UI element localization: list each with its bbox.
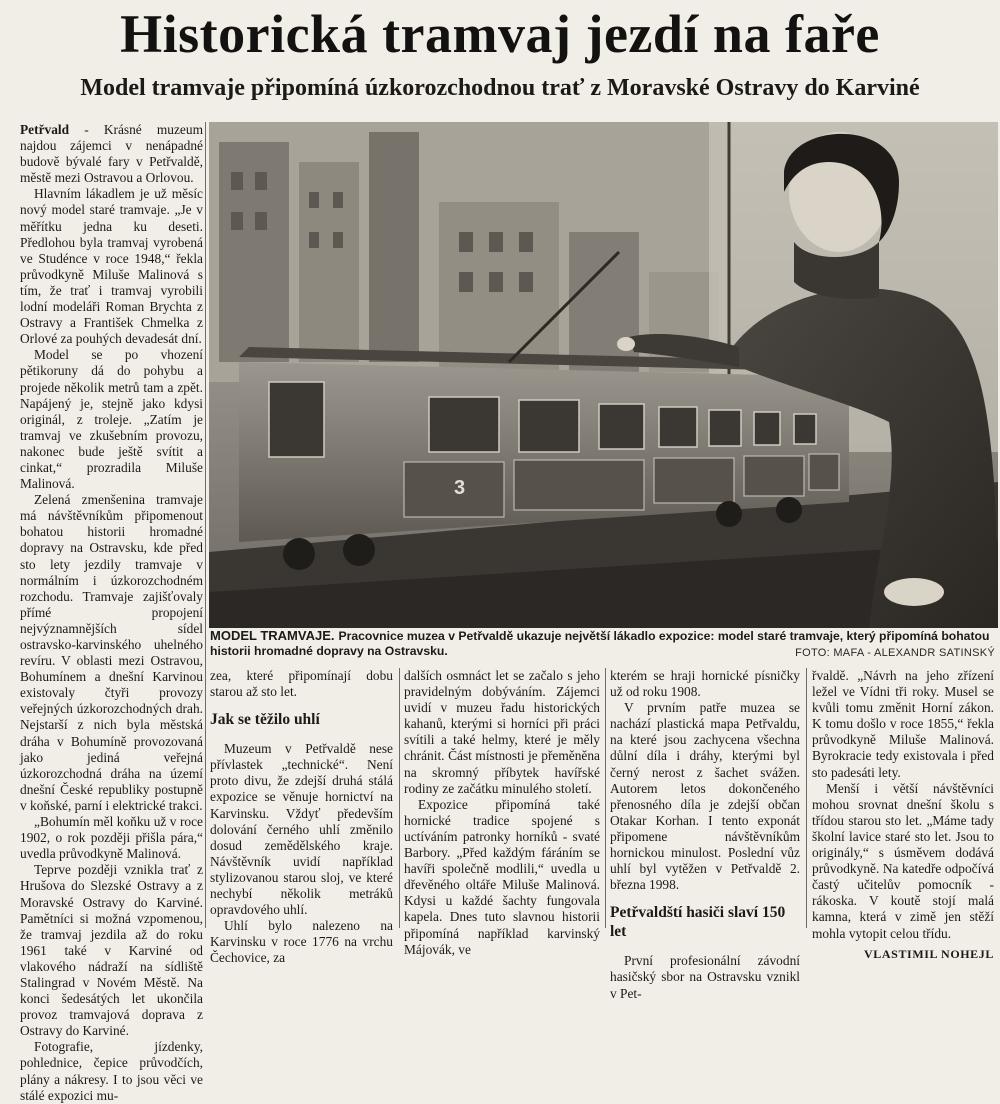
tram-number: 3: [454, 477, 466, 499]
paragraph: Fotografie, jízdenky, pohlednice, čepice průvodčích, plány a nákresy. I to jsou věci ve stálé expozici mu-: [20, 1039, 203, 1103]
headline: Historická tramvaj jezdí na faře: [120, 4, 880, 64]
article-column-3: [404, 668, 600, 957]
section-heading: Petřvaldští hasiči slaví 150 let: [610, 904, 786, 941]
caption-lead: MODEL TRAMVAJE.: [210, 628, 335, 643]
paragraph: Teprve později vznikla trať z Hrušova do Slezské Ostravy a z Moravské Ostravy do Karviné. Pamětníci si možná vzpomenou, že tramvaj jezdila až do roku 1961 také v Karviné od vlakového nádraží na sídliště Stalingrad v Novém Městě. Na konci šedesátých let ukončila provoz tramvajová doprava z Ostravy do Karviné.: [20, 862, 203, 1039]
lead-text: - Krásné muzeum najdou zájemci v nenápadné budově bývalé fary v Petřvaldě, městě mezi Ostravou a Orlovou.: [20, 122, 203, 186]
paragraph: dalších osmnáct let se začalo s jeho pravidelným dobýváním. Zájemci uvidí v muzeu řadu historických kahanů, kterými si horníci při práci svítili a také helmy, které je měly chránit. Část místnosti je přeměněna na skromný příbytek havířské rodiny ze začátku minulého století.: [404, 668, 600, 796]
column-divider: [605, 668, 606, 928]
article-column-4: [610, 668, 800, 1001]
subheadline: Model tramvaje připomíná úzkorozchodnou trať z Moravské Ostravy do Karviné: [80, 75, 920, 101]
article-column-1: [20, 122, 203, 1103]
article-column-5: [812, 668, 994, 961]
paragraph: První profesionální závodní hasičský sbor na Ostravsku vznikl v Pet-: [610, 953, 800, 1001]
lead-paragraph: [20, 122, 203, 186]
photo-credit: FOTO: MAFA - ALEXANDR SATINSKÝ: [795, 647, 995, 659]
article-column-2: [210, 668, 393, 966]
column-divider: [205, 122, 206, 928]
paragraph: Expozice připomíná také hornické tradice spojené s uctíváním patronky horníků - svaté Barbory. „Před každým fáráním se havíři společně modlili,“ uvedla u dřevěného oltáře Miluše Malinová. Kdysi u každé šachty fungovala kapela. Dnes tuto slavnou historii připomíná například karvinský Májovák, ve: [404, 796, 600, 957]
paragraph: Menší i větší návštěvníci mohou srovnat dnešní školu s třídou starou sto let. „Máme tady školní lavice staré sto let. Jsou to originály,“ s úsměvem dodává průvodkyně. Na katedře odpočívá častý učitelův pomocník - rákoska. V koutě stojí malá kamna, která v zimě jen stěží mohla vytopit celou třídu.: [812, 780, 994, 941]
photo-tram-model: [209, 122, 998, 628]
paragraph: kterém se hraji hornické písničky už od roku 1908.: [610, 668, 800, 700]
paragraph: Hlavním lákadlem je už měsíc nový model staré tramvaje. „Je v měřítku jedna ku deseti. Předlohou byla tramvaj vyrobená ve Studénce v roce 1948,“ řekla průvodkyně Miluše Malinová s tím, že trať i tramvaj vyrobili lodní modeláři Roman Brychta z Ostravy a František Chmelka z Orlové za pouhých devadesát dní.: [20, 186, 203, 347]
paragraph: „Bohumín měl koňku už v roce 1902, o rok později přišla pára,“ uvedla průvodkyně Malinová.: [20, 814, 203, 862]
paragraph: Zelená zmenšenina tramvaje má návštěvníkům připomenout bohatou historii hromadné dopravy na Ostravsku, kde před sto lety jezdily tramvaje v normálním i úzkorozchodném rozchodu. Tramvaje zajišťovaly přímé propojení nejvýznamnějších sídel ostravsko-karvinského uhelného revíru. V oblasti mezi Ostravou, Bohumínem a dnešní Karvinou existovaly čtyři provozy veřejných úzkorozchodných drah. Nejstarší z nich byla městská dráha v Bohumíně provozovaná jako jediná veřejná úzkorozchodná dráha na území dnešní České republiky postupně v koňské, parní i elektrické trakci.: [20, 492, 203, 813]
photo-illustration: [209, 122, 998, 628]
author-byline: VLASTIMIL NOHEJL: [864, 946, 994, 961]
dateline: Petřvald: [20, 122, 70, 137]
column-divider: [806, 668, 807, 928]
column-divider: [399, 668, 400, 928]
paragraph: zea, které připomínají dobu starou až sto let.: [210, 668, 393, 700]
paragraph: Uhlí bylo nalezeno na Karvinsku v roce 1776 na vrchu Čechovice, za: [210, 918, 393, 966]
caption-text: Pracovnice muzea v Petřvaldě ukazuje největší lákadlo expozice: model staré tramvaje, který připomíná bohatou historii hromadné dopravy na Ostravsku.: [210, 629, 990, 658]
paragraph: Model se po vhození pětikoruny dá do pohybu a projede několik metrů tam a zpět. Napájený je, stejně jako kdysi originál, z troleje. „Zatím je tramvaj ve zkušebním provozu, nakonec bude ještě svítit a cinkat,“ prozradila Miluše Malinová.: [20, 347, 203, 492]
section-heading: Jak se těžilo uhlí: [210, 711, 320, 729]
paragraph: Muzeum v Petřvaldě nese přívlastek „technické“. Není proto divu, že zdejší druhá stálá expozice se věnuje hornictví na Karvinsku. Vždyť především dolování černého uhlí změnilo dosud zemědělského kraje. Návštěvník uvidí například stylizovanou starou sloj, ve které nechybí několik metráků opravdového uhlí.: [210, 741, 393, 918]
paragraph: V prvním patře muzea se nachází plastická mapa Petřvaldu, na které jsou zachycena všechna důlní díla i dráhy, kterými byl černý nerost z šachet svážen. Autorem letos dokončeného přenosného díla je zdejší občan Otakar Korhan. I tento exponát připomene návštěvníkům hornickou minulost. Poslední vůz uhlí byl vytěžen v Petřvaldě 2. března 1998.: [610, 700, 800, 893]
paragraph: řvaldě. „Návrh na jeho zřízení ležel ve Vídni tři roky. Musel se kvůli tomu změnit Horní zákon. K tomu došlo v roce 1855,“ řekla průvodkyně Miluše Malinová. Byrokracie tedy existovala i před sto padesáti lety.: [812, 668, 994, 780]
